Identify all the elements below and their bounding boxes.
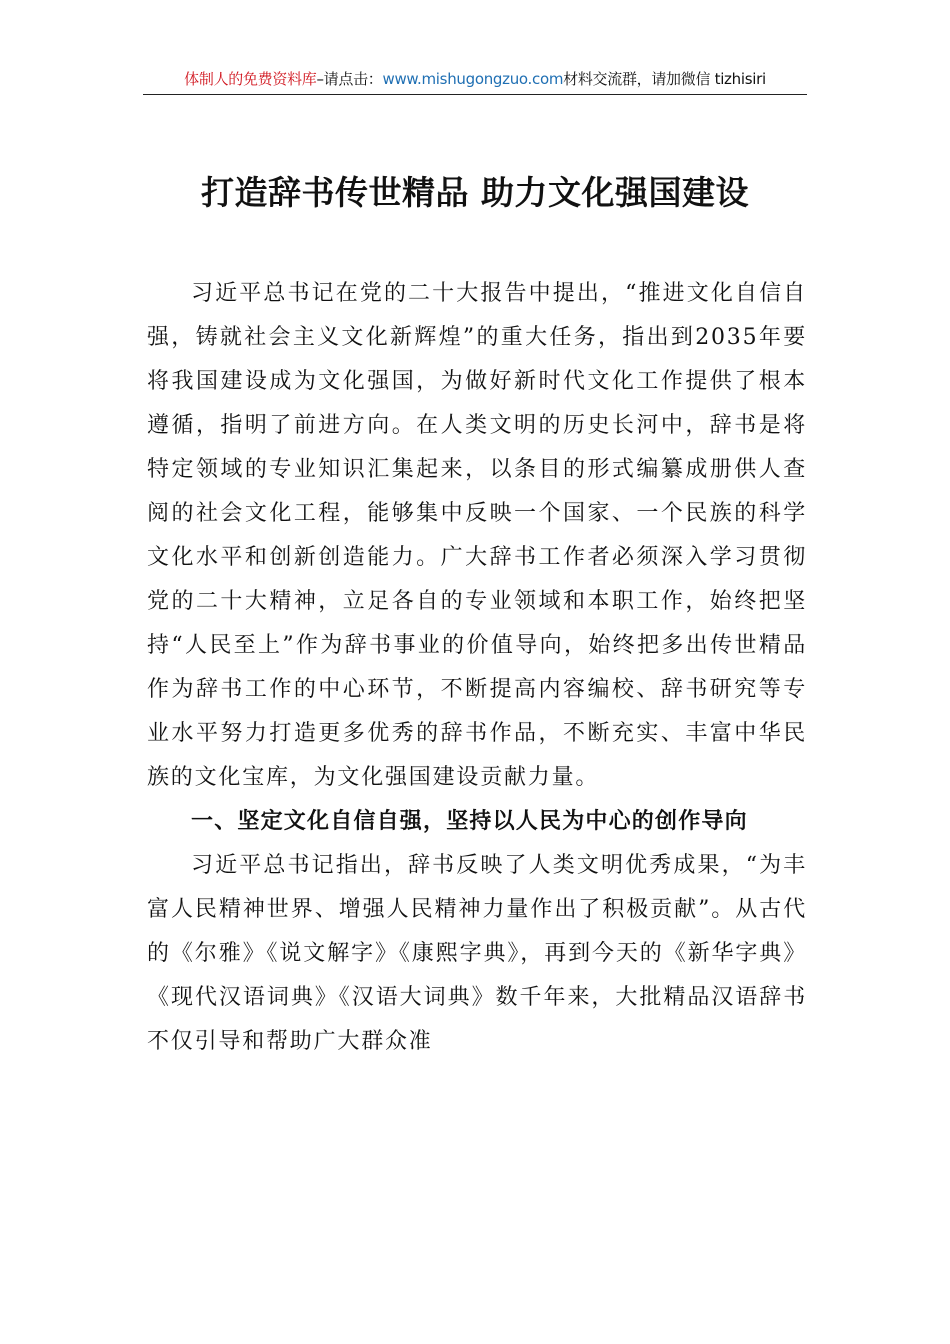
document-body [147, 272, 807, 1064]
header-separator-text: –请点击： [316, 70, 383, 88]
header-brand-text: 体制人的免费资料库 [184, 70, 317, 88]
header-website-link[interactable]: www.mishugongzuo.com [382, 70, 564, 88]
page-header [143, 68, 807, 95]
header-contact-text: 材料交流群，请加微信 tizhisiri [563, 70, 766, 88]
section-heading-1: 一、坚定文化自信自强，坚持以人民为中心的创作导向 [191, 809, 748, 834]
document-title: 打造辞书传世精品 助力文化强国建设 [201, 173, 749, 212]
body-paragraph-1: 习近平总书记在党的二十大报告中提出，“推进文化自信自强，铸就社会主义文化新辉煌”的重大任务，指出到2035年要将我国建设成为文化强国，为做好新时代文化工作提供了根本遵循，指明了前进方向。在人类文明的历史长河中，辞书是将特定领域的专业知识汇集起来，以条目的形式编纂成册供人查阅的社会文化工程，能够集中反映一个国家、一个民族的科学文化水平和创新创造能力。广大辞书工作者必须深入学习贯彻党的二十大精神，立足各自的专业领域和本职工作，始终把坚持“人民至上”作为辞书事业的价值导向，始终把多出传世精品作为辞书工作的中心环节，不断提高内容编校、辞书研究等专业水平努力打造更多优秀的辞书作品，不断充实、丰富中华民族的文化宝库，为文化强国建设贡献力量。 [147, 281, 807, 790]
body-paragraph-2: 习近平总书记指出，辞书反映了人类文明优秀成果，“为丰富人民精神世界、增强人民精神力量作出了积极贡献”。从古代的《尔雅》《说文解字》《康熙字典》，再到今天的《新华字典》《现代汉语词典》《汉语大词典》数千年来，大批精品汉语辞书不仅引导和帮助广大群众准 [147, 853, 807, 1054]
